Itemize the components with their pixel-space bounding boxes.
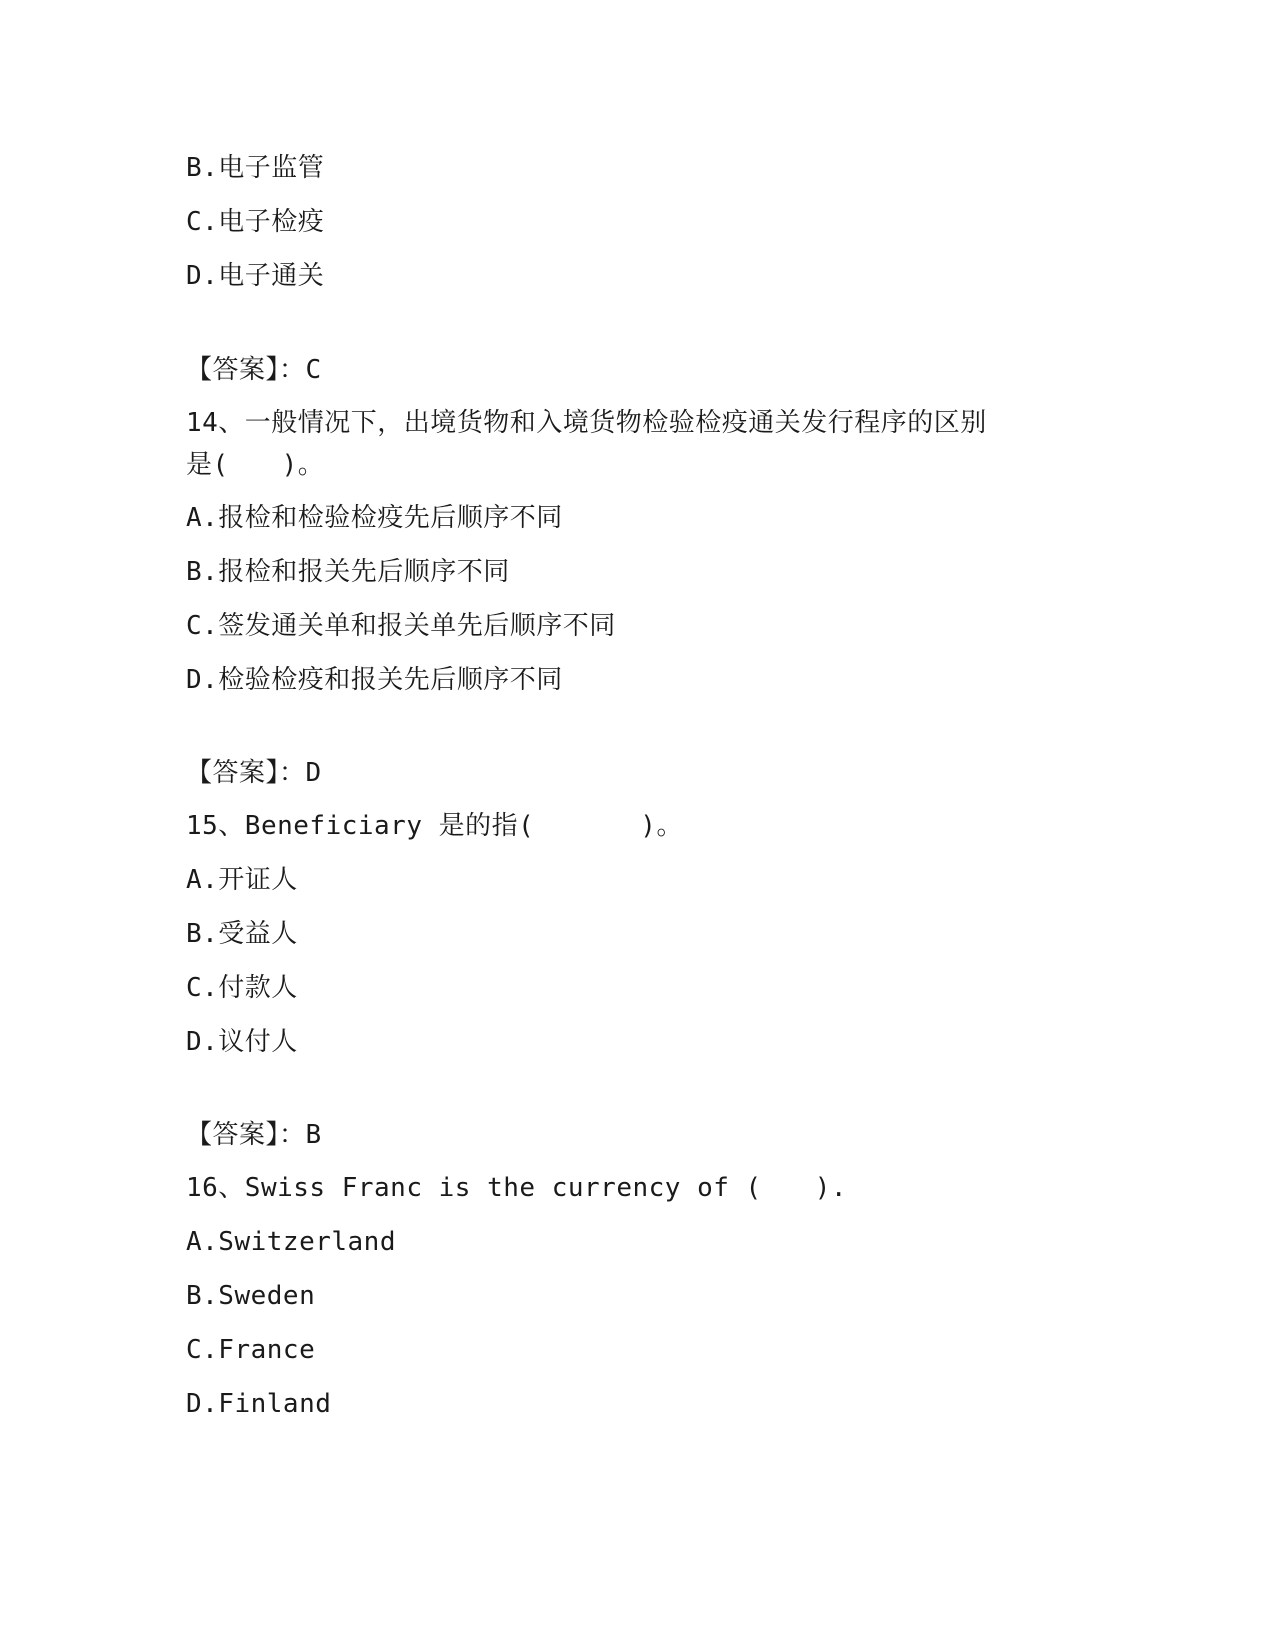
q15-option-d: D.议付人 [186,1027,298,1057]
q16-option-c: C.France [186,1335,316,1365]
q13-option-b: B.电子监管 [186,153,325,183]
q16-stem: 16、Swiss Franc is the currency of ( ). [186,1173,848,1203]
q15-option-c: C.付款人 [186,973,298,1003]
q15-option-a: A.开证人 [186,865,298,895]
q14-answer: 【答案】：D [186,758,322,788]
q13-option-c: C.电子检疫 [186,207,325,237]
q15-stem: 15、Beneficiary 是的指( )。 [186,811,683,841]
q14-option-a: A.报检和检验检疫先后顺序不同 [186,503,563,533]
q15-answer: 【答案】：B [186,1120,322,1150]
q16-option-b: B.Sweden [186,1281,316,1311]
q16-option-d: D.Finland [186,1389,332,1419]
q13-answer: 【答案】：C [186,355,322,385]
q14-stem-line1: 14、一般情况下，出境货物和入境货物检验检疫通关发行程序的区别 [186,408,987,438]
q14-option-c: C.签发通关单和报关单先后顺序不同 [186,611,616,641]
q16-option-a: A.Switzerland [186,1227,396,1257]
q13-option-d: D.电子通关 [186,261,325,291]
q14-stem-line2: 是( )。 [186,450,325,480]
q15-option-b: B.受益人 [186,919,298,949]
q14-option-d: D.检验检疫和报关先后顺序不同 [186,665,563,695]
q14-option-b: B.报检和报关先后顺序不同 [186,557,510,587]
